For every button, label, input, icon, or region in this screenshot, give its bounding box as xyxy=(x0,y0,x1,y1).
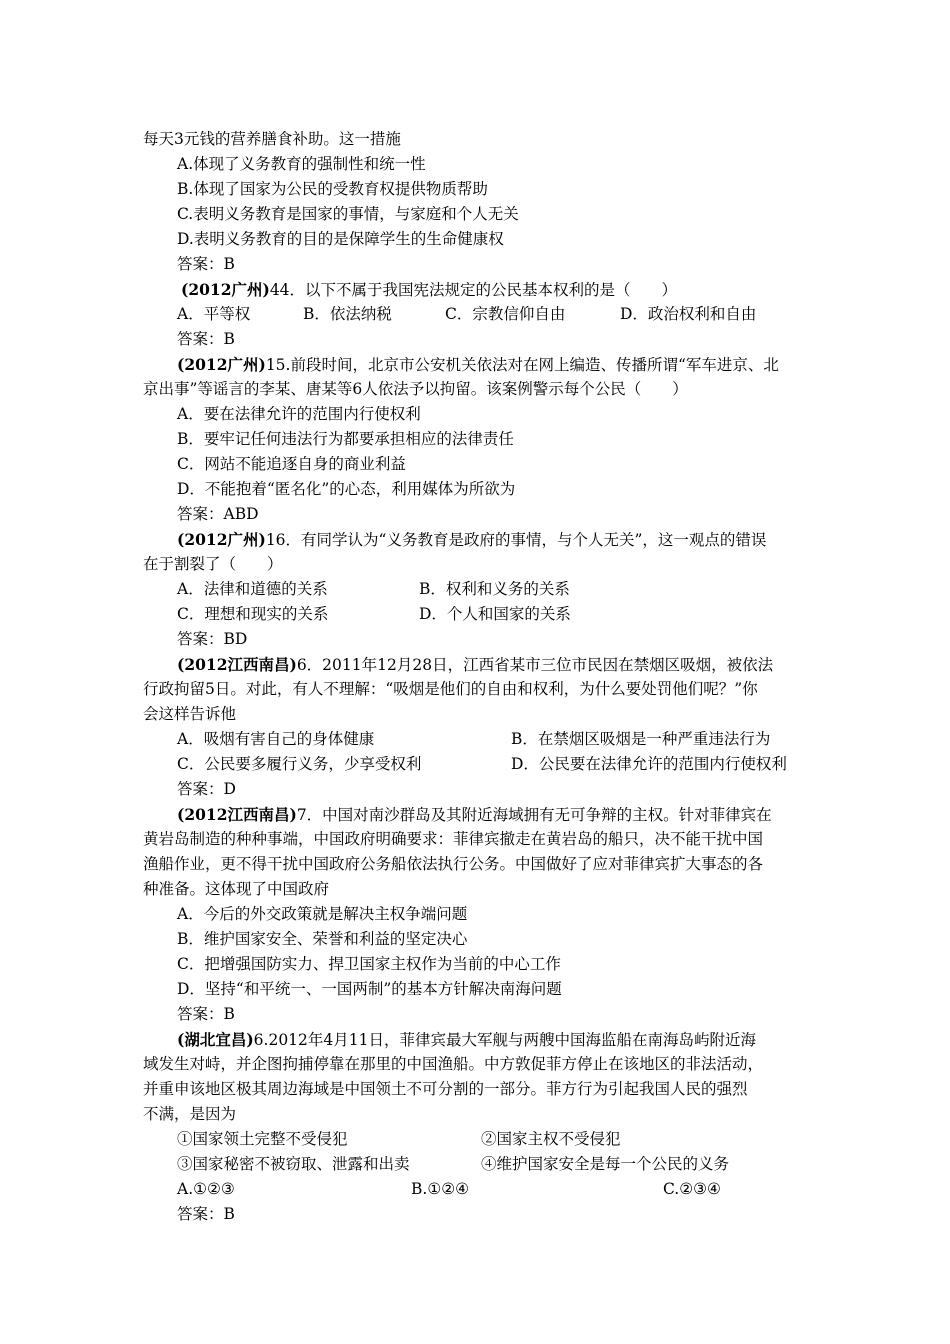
option-line: D．政治权利和自由 xyxy=(620,305,757,323)
option-line: B．要牢记任何违法行为都要承担相应的法律责任 xyxy=(177,430,514,448)
question-stem-line: 渔船作业，更不得干扰中国政府公务船依法执行公务。中国做好了应对菲律宾扩大事态的各 xyxy=(143,855,764,873)
question-source: (2012广州) xyxy=(177,355,266,374)
question-source: (2012广州) xyxy=(181,280,270,299)
answer-line: 答案：B xyxy=(177,330,235,348)
question-stem-line: (2012广州)15.前段时间，北京市公安机关依法对在网上编造、传播所谓“军车进京、北 xyxy=(177,355,779,374)
answer-line: 答案：BD xyxy=(177,630,248,648)
answer-line: 答案：ABD xyxy=(177,505,259,523)
option-line: C．把增强国防实力、捍卫国家主权作为当前的中心工作 xyxy=(177,955,561,973)
option-line: ④维护国家安全是每一个公民的义务 xyxy=(481,1155,730,1173)
question-stem-line: 京出事”等谣言的李某、唐某等6人依法予以拘留。该案例警示每个公民（ ） xyxy=(143,380,688,398)
option-line: B．在禁烟区吸烟是一种严重违法行为 xyxy=(511,730,771,748)
option-line: C．公民要多履行义务，少享受权利 xyxy=(177,755,422,773)
question-source: (2012广州) xyxy=(177,530,266,549)
answer-line: 答案：B xyxy=(177,1205,235,1223)
option-line: B.①②④ xyxy=(411,1180,470,1198)
question-source: (2012江西南昌) xyxy=(177,655,297,674)
option-line: A.体现了义务教育的强制性和统一性 xyxy=(177,155,426,173)
option-line: D．公民要在法律允许的范围内行使权利 xyxy=(511,755,787,773)
option-line: ③国家秘密不被窃取、泄露和出卖 xyxy=(177,1155,410,1173)
option-line: D．个人和国家的关系 xyxy=(419,605,571,623)
question-stem-line: (湖北宜昌)6.2012年4月11日，菲律宾最大军舰与两艘中国海监船在南海岛屿附近海 xyxy=(177,1030,756,1049)
question-stem-line: 种准备。这体现了中国政府 xyxy=(143,880,330,898)
question-stem-line: (2012江西南昌)6．2011年12月28日，江西省某市三位市民因在禁烟区吸烟，被依法 xyxy=(177,655,774,674)
option-line: C．网站不能追逐自身的商业利益 xyxy=(177,455,406,473)
option-line: D.表明义务教育的目的是保障学生的生命健康权 xyxy=(177,230,504,248)
option-line: A．今后的外交政策就是解决主权争端问题 xyxy=(177,905,468,923)
option-line: C.表明义务教育是国家的事情，与家庭和个人无关 xyxy=(177,205,519,223)
question-stem-line: 行政拘留5日。对此，有人不理解：“吸烟是他们的自由和权利，为什么要处罚他们呢？”你 xyxy=(143,680,758,698)
question-stem-line: (2012广州)44．以下不属于我国宪法规定的公民基本权利的是（ ） xyxy=(181,280,678,299)
option-line: A．平等权 xyxy=(177,305,251,323)
question-stem-line: (2012江西南昌)7．中国对南沙群岛及其附近海域拥有无可争辩的主权。针对菲律宾在 xyxy=(177,805,772,824)
option-line: B.体现了国家为公民的受教育权提供物质帮助 xyxy=(177,180,488,198)
question-stem-line: 不满，是因为 xyxy=(143,1105,237,1123)
question-source: (湖北宜昌) xyxy=(177,1030,254,1049)
question-stem-line: 黄岩岛制造的种种事端，中国政府明确要求：菲律宾撤走在黄岩岛的船只，决不能干扰中国 xyxy=(143,830,764,848)
option-line: B．依法纳税 xyxy=(303,305,392,323)
question-stem-line: 域发生对峙，并企图拘捕停靠在那里的中国渔船。中方敦促菲方停止在该地区的非法活动， xyxy=(143,1055,764,1073)
option-line: A．要在法律允许的范围内行使权利 xyxy=(177,405,421,423)
answer-line: 答案：B xyxy=(177,255,235,273)
option-line: A．吸烟有害自己的身体健康 xyxy=(177,730,375,748)
question-stem-line: 每天3元钱的营养膳食补助。这一措施 xyxy=(143,130,401,148)
option-line: ②国家主权不受侵犯 xyxy=(481,1130,621,1148)
option-line: B．权利和义务的关系 xyxy=(419,580,570,598)
option-line: A．法律和道德的关系 xyxy=(177,580,328,598)
question-source: (2012江西南昌) xyxy=(177,805,297,824)
question-stem-line: (2012广州)16．有同学认为“义务教育是政府的事情，与个人无关”，这一观点的错误 xyxy=(177,530,767,549)
question-stem-line: 会这样告诉他 xyxy=(143,705,237,723)
option-line: C．理想和现实的关系 xyxy=(177,605,329,623)
option-line: C.②③④ xyxy=(663,1180,721,1198)
question-stem-line: 并重申该地区极其周边海域是中国领土不可分割的一部分。菲方行为引起我国人民的强烈 xyxy=(143,1080,748,1098)
answer-line: 答案：D xyxy=(177,780,236,798)
option-line: A.①②③ xyxy=(177,1180,235,1198)
option-line: B．维护国家安全、荣誉和利益的坚定决心 xyxy=(177,930,468,948)
option-line: ①国家领土完整不受侵犯 xyxy=(177,1130,348,1148)
option-line: D．不能抱着“匿名化”的心态，利用媒体为所欲为 xyxy=(177,480,516,498)
option-line: C．宗教信仰自由 xyxy=(445,305,566,323)
answer-line: 答案：B xyxy=(177,1005,235,1023)
option-line: D．坚持“和平统一、一国两制”的基本方针解决南海问题 xyxy=(177,980,562,998)
question-stem-line: 在于割裂了（ ） xyxy=(143,555,283,573)
